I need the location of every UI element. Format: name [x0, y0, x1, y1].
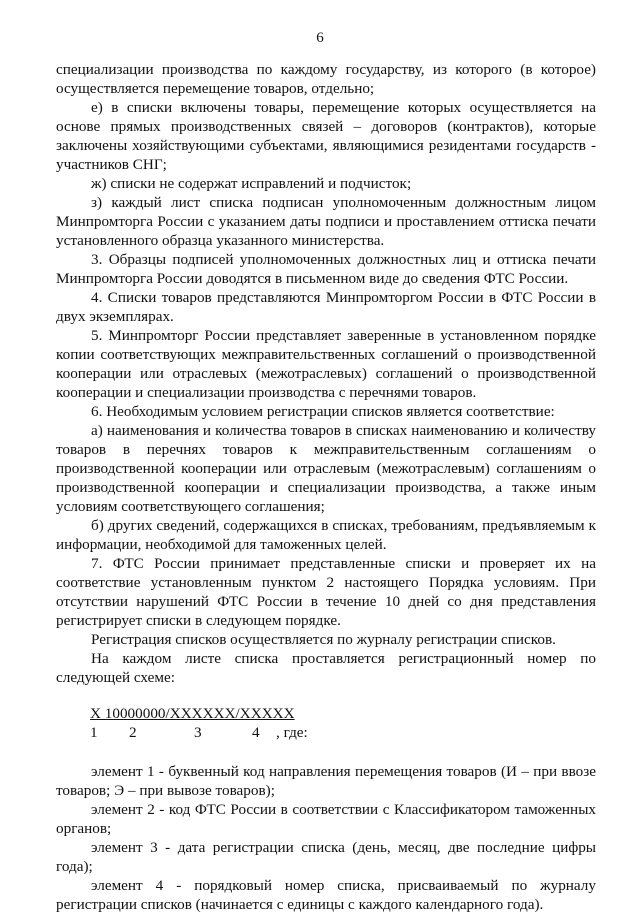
paragraph: элемент 2 - код ФТС России в соответствии с Классификатором таможенных органов; — [56, 801, 596, 837]
scheme-element-number: 1 — [90, 724, 98, 741]
paragraph: элемент 1 - буквенный код направления перемещения товаров (И – при ввозе товаров; Э – при вывозе товаров); — [56, 763, 596, 799]
scheme-code: Х 10000000/ХХХХХХ/ХХХХХ — [90, 705, 295, 722]
paragraph: специализации производства по каждому государству, из которого (в которое) осуществляется перемещение товаров, отдельно; — [56, 61, 596, 97]
scheme-element-number: 2 — [129, 724, 137, 741]
registration-number-scheme — [90, 704, 596, 744]
document-body — [56, 60, 596, 914]
paragraph: элемент 4 - порядковый номер списка, присваиваемый по журналу регистрации списков (начинается с единицы с каждого календарного года). — [56, 877, 596, 913]
scheme-element-number: 4 — [252, 724, 260, 741]
spacer — [56, 687, 596, 704]
paragraphs-bottom — [56, 762, 596, 914]
paragraph: з) каждый лист списка подписан уполномоченным должностным лицом Минпромторга России с указанием даты подписи и проставлением оттиска печати установленного образца указанного министерства. — [56, 194, 596, 249]
paragraphs-top — [56, 60, 596, 687]
spacer — [56, 744, 596, 762]
paragraph: На каждом листе списка проставляется регистрационный номер по следующей схеме: — [56, 650, 596, 686]
paragraph: 6. Необходимым условием регистрации списков является соответствие: — [91, 403, 555, 420]
paragraph: ж) списки не содержат исправлений и подчисток; — [91, 175, 412, 192]
paragraph: б) других сведений, содержащихся в списках, требованиям, предъявляемым к информации, необходимой для таможенных целей. — [56, 517, 596, 553]
paragraph: 4. Списки товаров представляются Минпромторгом России в ФТС России в двух экземплярах. — [56, 289, 596, 325]
scheme-element-numbers — [90, 723, 390, 742]
scheme-element-number: 3 — [194, 724, 202, 741]
paragraph: элемент 3 - дата регистрации списка (день, месяц, две последние цифры года); — [56, 839, 596, 875]
paragraph: 7. ФТС России принимает представленные списки и проверяет их на соответствие установленным пунктом 2 настоящего Порядка условиям. При отсутствии нарушений ФТС России в течение 10 дней со дня представления регистрирует списки в следующем порядке. — [56, 555, 596, 629]
paragraph: 3. Образцы подписей уполномоченных должностных лиц и оттиска печати Минпромторга России доводятся в письменном виде до сведения ФТС России. — [56, 251, 596, 287]
paragraph: Регистрация списков осуществляется по журналу регистрации списков. — [91, 631, 556, 648]
paragraph: е) в списки включены товары, перемещение которых осуществляется на основе прямых производственных связей – договоров (контрактов), которые заключены хозяйствующими субъектами, являющимися резидентами государств - участников СНГ; — [56, 99, 596, 173]
scheme-suffix: , где: — [276, 724, 308, 741]
page-number: 6 — [316, 30, 324, 46]
paragraph: 5. Минпромторг России представляет заверенные в установленном порядке копии соответствующих межправительственных соглашений о производственной кооперации или отраслевых (межотраслевых) соглашений о производственной кооперации и специализации производства с перечнями товаров. — [56, 327, 596, 401]
paragraph: а) наименования и количества товаров в списках наименованию и количеству товаров в перечнях товаров к межправительственным соглашениям о производственной кооперации или отраслевым (межотраслевым) соглашениям о производственной кооперации и специализации производства, а также иным условиям соответствующего соглашения; — [56, 422, 596, 515]
